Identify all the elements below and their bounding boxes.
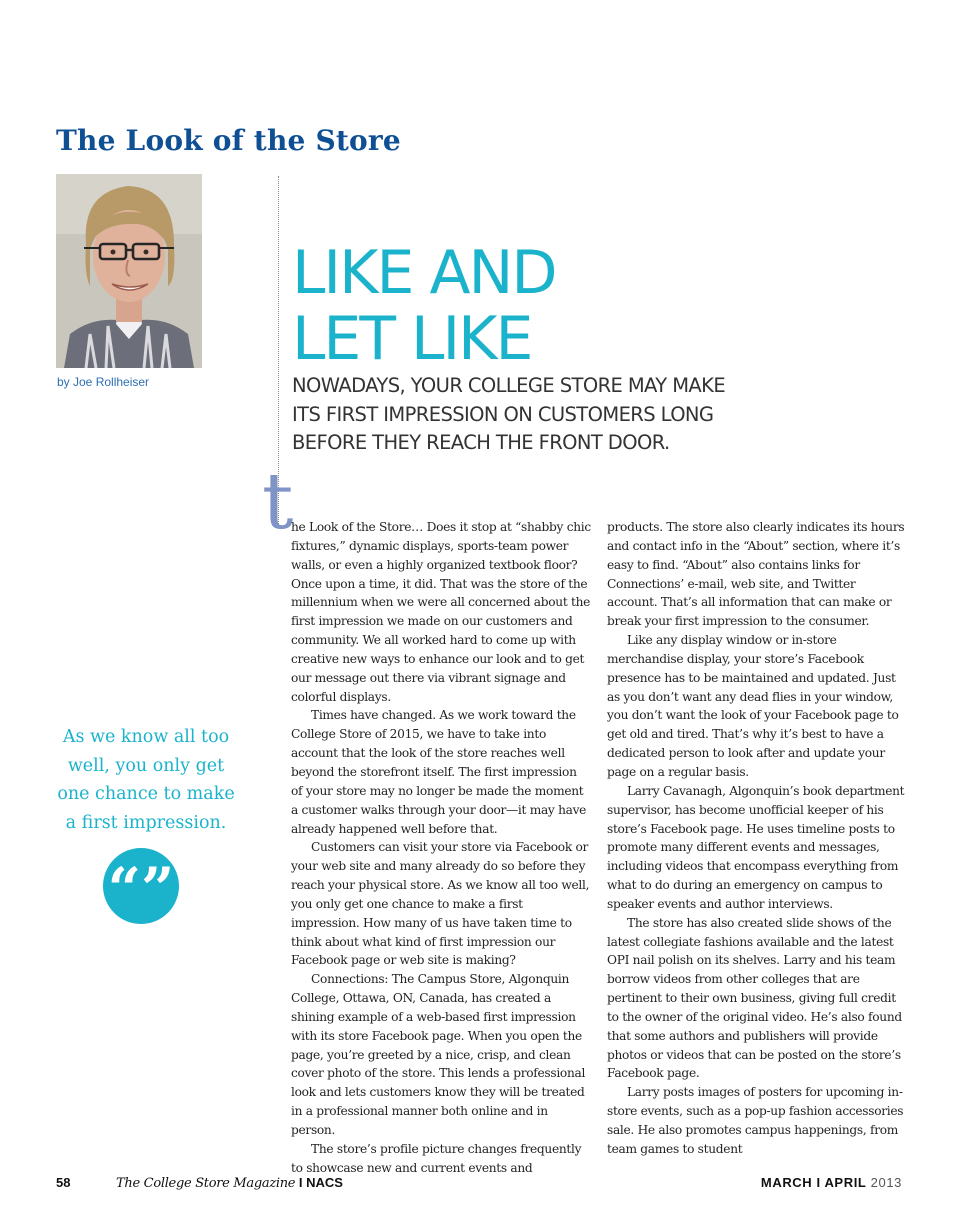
byline: by Joe Rollheiser [57, 375, 150, 389]
deck-line: ITS FIRST IMPRESSION ON CUSTOMERS LONG [292, 402, 714, 426]
headline-line: LIKE AND [292, 238, 556, 308]
pull-quote-line: one chance to make [57, 784, 235, 804]
body-paragraph: he Look of the Store… Does it stop at “shabby chic fixtures,” dynamic displays, sports-team power walls, or even a highly organized textbook floor? Once upon a time, it did. That was the store of the millennium when we were all concerned about the first impression we made on our customers and community. We all worked hard to come up with creative new ways to enhance our look and to get our message out there via vibrant signage and colorful displays. [291, 520, 591, 704]
quote-marks-icon: “” [103, 848, 179, 924]
body-paragraph: Customers can visit your store via Facebook or your web site and many already do so before they reach your physical store. As we know all too well, you only get one chance to make a first impression. How many of us have taken time to think about what kind of first impression our Facebook page or web site is making? [291, 840, 590, 968]
issue-year: 2013 [870, 1175, 902, 1190]
body-paragraph: Larry Cavanagh, Algonquin’s book department supervisor, has become unofficial keeper of his store’s Facebook page. He uses timeline posts to promote many different events and messages, including videos that encompass everything from what to do during an emergency on campus to speaker events and author interviews. [607, 783, 905, 911]
issue-date [761, 1175, 902, 1190]
deck-subtitle [292, 372, 762, 458]
pull-quote-line: well, you only get [67, 755, 225, 776]
body-column-2 [607, 518, 907, 1159]
publisher-name: NACS [306, 1175, 343, 1190]
issue-months: MARCH I APRIL [760, 1175, 867, 1190]
page-number: 58 [56, 1175, 71, 1190]
body-column-1 [291, 518, 591, 1178]
deck-line: NOWADAYS, YOUR COLLEGE STORE MAY MAKE [292, 374, 726, 397]
body-paragraph: Larry posts images of posters for upcoming in-store events, such as a pop-up fashion accessories sale. He also promotes campus happenings, from team games to student [607, 1085, 904, 1156]
deck-line: BEFORE THEY REACH THE FRONT DOOR. [292, 431, 670, 454]
pull-quote [46, 723, 246, 837]
headline [292, 240, 556, 372]
body-paragraph: Connections: The Campus Store, Algonquin College, Ottawa, ON, Canada, has created a shining example of a web-based first impression with its store Facebook page. When you open the page, you’re greeted by a nice, crisp, and clean cover photo of the store. This lends a professional look and lets customers know they will be treated in a professional manner both online and in person. [291, 972, 586, 1137]
footer-publication [116, 1175, 343, 1191]
body-paragraph: products. The store also clearly indicates its hours and contact info in the “About” section, where it’s easy to find. “About” also contains links for Connections’ e-mail, web site, and Twitter account. That’s all information that can make or break your first impression to the consumer. [607, 520, 905, 629]
pull-quote-line: a first impression. [65, 812, 227, 833]
body-paragraph: The store’s profile picture changes frequently to showcase new and current events and [291, 1141, 582, 1175]
author-portrait-image [56, 174, 202, 368]
body-paragraph: The store has also created slide shows of the latest collegiate fashions available and the latest OPI nail polish on its shelves. Larry and his team borrow videos from other colleges that are pertinent to their own business, giving full credit to the owner of the original video. He’s also found that some authors and publishers will provide photos or videos that can be posted on the store’s Facebook page. [607, 915, 902, 1081]
headline-line: LET LIKE [292, 304, 532, 374]
author-photo [56, 174, 202, 368]
pull-quote-line: As we know all too [62, 727, 230, 747]
body-paragraph: Times have changed. As we work toward the College Store of 2015, we have to take into account that the look of the store reaches well beyond the storefront itself. The first impression of your store may no longer be made the moment a customer walks through your door—it may have already happened well before that. [291, 708, 587, 836]
footer-separator: I [298, 1175, 303, 1190]
drop-cap: t [262, 457, 294, 547]
magazine-name: The College Store Magazine [116, 1176, 296, 1191]
body-paragraph: Like any display window or in-store merchandise display, your store’s Facebook presence has to be maintained and updated. Just as you don’t want any dead flies in your window, you don’t want the look of your Facebook page to get old and tired. That’s why it’s best to have a dedicated person to look after and update your page on a regular basis. [607, 633, 899, 779]
section-title: The Look of the Store [56, 124, 401, 157]
